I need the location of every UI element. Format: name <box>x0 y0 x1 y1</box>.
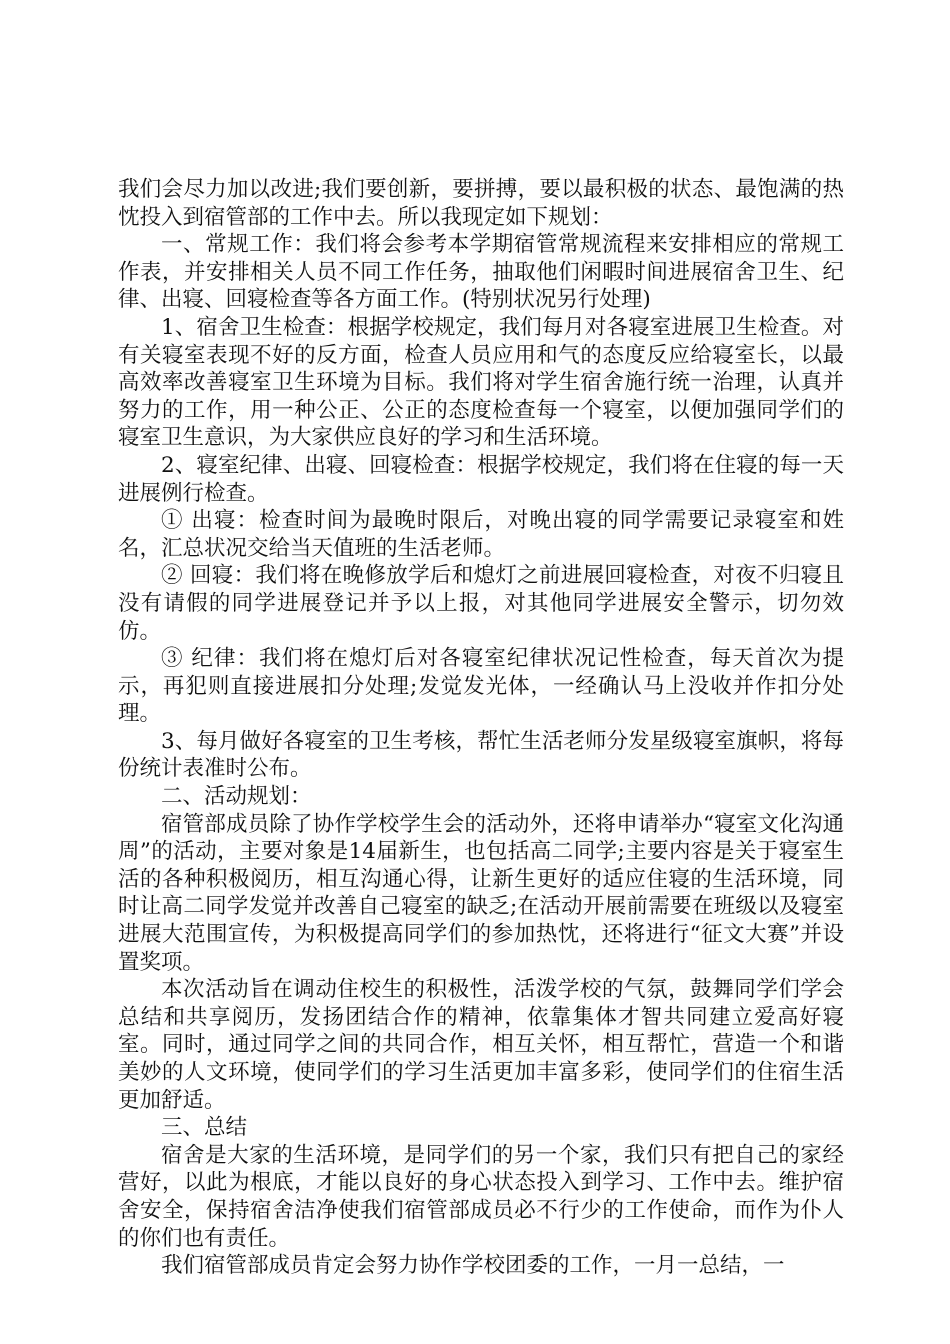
paragraph-summary-body: 宿舍是大家的生活环境，是同学们的另一个家，我们只有把自己的家经营好，以此为根底，才能以良好的身心状态投入到学习、工作中去。维护宿舍安全，保持宿舍洁净使我们宿管部成员必不行少的工作使命，而作为仆人的你们也有责任。 <box>118 1142 844 1251</box>
paragraph-intro-continuation: 我们会尽力加以改进;我们要创新，要拼搏，要以最积极的状态、最饱满的热忱投入到宿管部的工作中去。所以我现定如下规划： <box>118 177 844 230</box>
heading-activity-plan: 二、活动规划： <box>161 784 312 810</box>
paragraph-section-routine-work: 一、常规工作：我们将会参考本学期宿管常规流程来安排相应的常规工作表，并安排相关人员不同工作任务，抽取他们闲暇时间进展宿舍卫生、纪律、出寝、回寝检查等各方面工作。(特别状况另行处理) <box>118 232 844 313</box>
document-body <box>118 176 844 1280</box>
paragraph-dorm-hygiene-check: 1、宿舍卫生检查：根据学校规定，我们每月对各寝室进展卫生检查。对有关寝室表现不好的反方面，检查人员应用和气的态度反应给寝室长，以最高效率改善寝室卫生环境为目标。我们将对学生宿舍施行统一治理，认真并努力的工作，用一种公正、公正的态度检查每一个寝室，以便加强同学们的寝室卫生意识，为大家供应良好的学习和生活环境。 <box>118 314 844 451</box>
paragraph-discipline: ③ 纪律：我们将在熄灯后对各寝室纪律状况记性检查，每天首次为提示，再犯则直接进展扣分处理;发觉发光体，一经确认马上没收并作扣分处理。 <box>118 646 844 727</box>
paragraph-leaving-dorm: ① 出寝：检查时间为最晚时限后，对晚出寝的同学需要记录寝室和姓名，汇总状况交给当天值班的生活老师。 <box>118 508 844 561</box>
paragraph-returning-dorm: ② 回寝：我们将在晚修放学后和熄灯之前进展回寝检查，对夜不归寝且没有请假的同学进展登记并予以上报，对其他同学进展安全警示，切勿效仿。 <box>118 563 844 644</box>
paragraph-monthly-assessment: 3、每月做好各寝室的卫生考核，帮忙生活老师分发星级寝室旗帜，将每份统计表准时公布。 <box>118 728 844 782</box>
paragraph-activity-purpose: 本次活动旨在调动住校生的积极性，活泼学校的气氛，鼓舞同学们学会总结和共享阅历，发扬团结合作的精神，依靠集体才智共同建立爱高好寝室。同时，通过同学之间的共同合作，相互关怀，相互帮忙，营造一个和谐美妙的人文环境，使同学们的学习生活更加丰富多彩，使同学们的住宿生活更加舒适。 <box>118 977 844 1113</box>
paragraph-culture-week: 宿管部成员除了协作学校学生会的活动外，还将申请举办“寝室文化沟通周”的活动，主要对象是14届新生，也包括高二同学;主要内容是关于寝室生活的各种积极阅历，相互沟通心得，让新生更好的适应住寝的生活环境，同时让高二同学发觉并改善自己寝室的缺乏;在活动开展前需要在班级以及寝室进展大范围宣传，为积极提高同学们的参加热忱，还将进行“征文大赛”并设置奖项。 <box>118 811 844 975</box>
paragraph-closing: 我们宿管部成员肯定会努力协作学校团委的工作，一月一总结，一 <box>161 1253 785 1279</box>
heading-summary: 三、总结 <box>161 1115 248 1141</box>
paragraph-discipline-check: 2、寝室纪律、出寝、回寝检查：根据学校规定，我们将在住寝的每一天进展例行检查。 <box>118 452 844 506</box>
